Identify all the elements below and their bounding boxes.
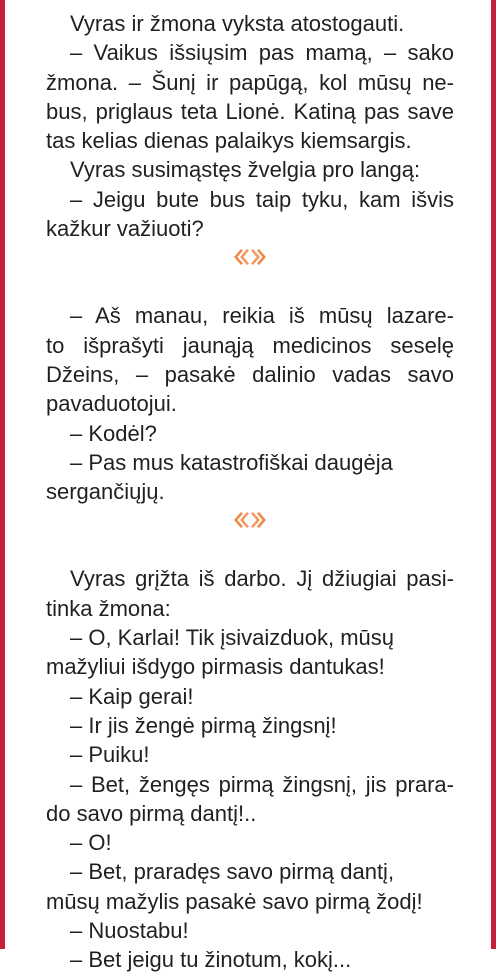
double-chevron-ornament-icon (233, 508, 267, 532)
text-line: mūsų mažylis pasakė savo pirmą žodį! (46, 888, 423, 914)
page-body (46, 0, 454, 975)
text-line: – Jeigu bute bus taip tyku, kam išvis (70, 186, 454, 212)
double-chevron-ornament-icon (233, 245, 267, 269)
text-line: Vyras grįžta iš darbo. Jį džiugiai pasi- (70, 566, 454, 592)
joke-first-word (46, 564, 454, 974)
text-line: – Aš manau, reikia iš mūsų lazare- (70, 303, 454, 329)
text-line: Vyras susimąstęs žvelgia pro langą: (70, 157, 421, 183)
text-line: tinka žmona: (46, 595, 171, 621)
text-line: – Nuostabu! (70, 918, 189, 944)
text-line: – Pas mus katastrofiškai daugėja (70, 449, 393, 475)
text-line: – Kaip gerai! (70, 683, 194, 709)
right-border-rule (491, 0, 496, 949)
text-line: pavaduotojui. (46, 391, 177, 417)
separator-ornament (46, 506, 454, 564)
joke-nurse (46, 301, 454, 506)
text-line: – Bet, praradęs savo pirmą dantį, (70, 859, 395, 885)
text-line: mažyliui išdygo pirmasis dantukas! (46, 654, 385, 680)
text-line: Vyras ir žmona vyksta atostogauti. (70, 11, 405, 36)
text-line: žmona. – Šunį ir papūgą, kol mūsų ne- (46, 69, 454, 95)
text-line: bus, priglaus teta Lionė. Katiną pas save (46, 98, 454, 124)
text-line: sergančiųjų. (46, 479, 165, 505)
text-line: to išprašyti jaunąją medicinos seselę (46, 332, 454, 358)
text-line: – O, Karlai! Tik įsivaizduok, mūsų (70, 625, 395, 651)
joke-vacation (46, 0, 454, 243)
left-border-rule (0, 0, 5, 949)
text-line: – O! (70, 830, 112, 856)
text-line: – Vaikus išsiųsim pas mamą, – sako (70, 40, 454, 66)
text-line: kažkur važiuoti? (46, 216, 204, 242)
text-line: do savo pirmą dantį!.. (46, 800, 257, 826)
text-line: – Kodėl? (70, 420, 157, 446)
text-line: – Bet, žengęs pirmą žingsnį, jis prara- (70, 771, 454, 797)
text-line: – Bet jeigu tu žinotum, kokį... (70, 947, 352, 973)
text-line: – Ir jis žengė pirmą žingsnį! (70, 712, 337, 738)
text-line: tas kelias dienas palaikys kiemsargis. (46, 128, 412, 154)
text-line: – Puiku! (70, 742, 150, 768)
separator-ornament (46, 243, 454, 301)
text-line: Džeins, – pasakė dalinio vadas savo (46, 361, 454, 387)
